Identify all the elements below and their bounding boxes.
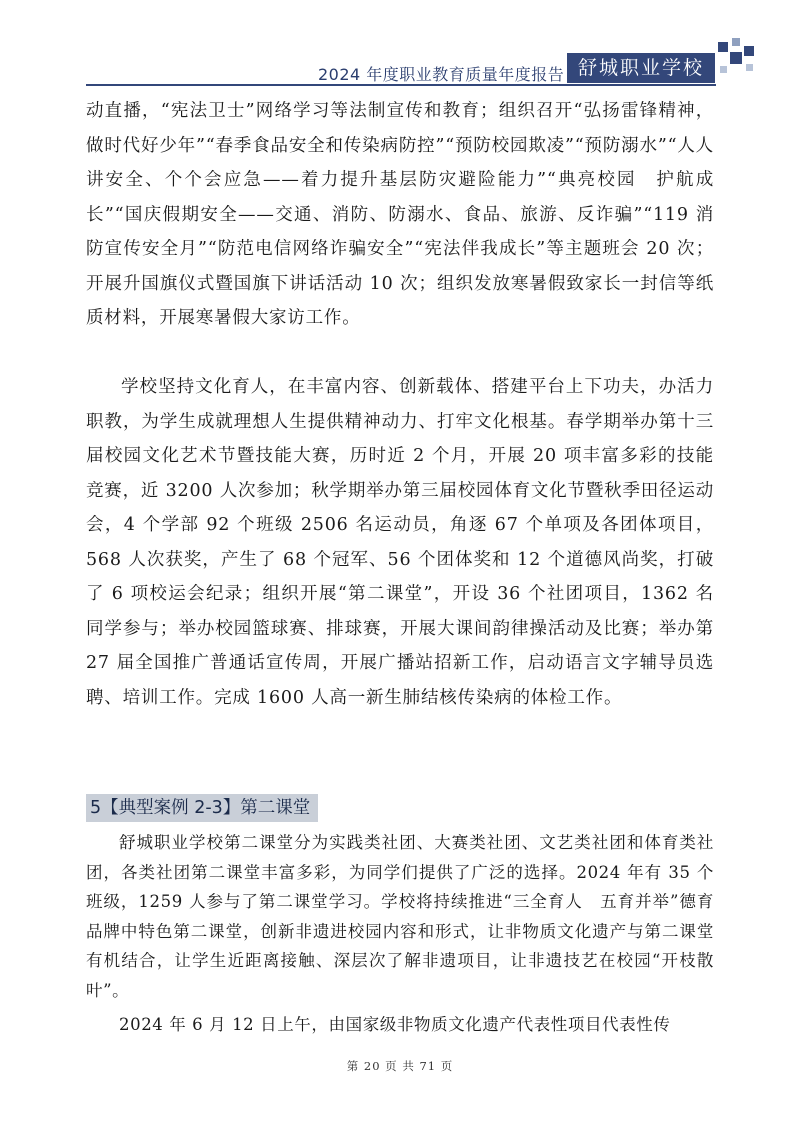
report-title: 2024 年度职业教育质量年度报告 — [318, 65, 565, 84]
case-paragraph-continued: 2024 年 6 月 12 日上午，由国家级非物质文化遗产代表性项目代表性传 — [119, 1015, 671, 1034]
case-heading: 5【典型案例 2-3】第二课堂 — [86, 794, 318, 822]
case-paragraph: 舒城职业学校第二课堂分为实践类社团、大赛类社团、文艺类社团和体育类社团，各类社团第二课堂丰富多彩，为同学们提供了广泛的选择。2024 年有 35 个班级，1259 人参与了第二课堂学习。学校将持续推进“三全育人 五育并举”德育品牌中特色第二课堂，创新非遗进校园内容和形式，让非物质文化遗产与第二课堂有机结合，让学生近距离接触、深层次了解非遗项目，让非遗技艺在校园“开枝散叶”。 — [86, 833, 714, 1000]
body-paragraph-1: 动直播，“宪法卫士”网络学习等法制宣传和教育；组织召开“弘扬雷锋精神，做时代好少年”“春季食品安全和传染病防控”“预防校园欺凌”“预防溺水”“人人讲安全、个个会应急——着力提升基层防灾避险能力”“典亮校园 护航成长”“国庆假期安全——交通、消防、防溺水、食品、旅游、反诈骗”“119 消防宣传安全月”“防范电信网络诈骗安全”“宪法伴我成长”等主题班会 20 次；开展升国旗仪式暨国旗下讲话活动 10 次；组织发放寒暑假致家长一封信等纸质材料，开展寒暑假大家访工作。 — [86, 101, 714, 328]
page-number: 第 20 页 共 71 页 — [346, 1059, 454, 1073]
body-paragraph-2: 学校坚持文化育人，在丰富内容、创新载体、搭建平台上下功夫，办活力职教，为学生成就理想人生提供精神动力、打牢文化根基。春学期举办第十三届校园文化艺术节暨技能大赛，历时近 2 个月，开展 20 项丰富多彩的技能竞赛，近 3200 人次参加；秋学期举办第三届校园体育文化节暨秋季田径运动会，4 个学部 92 个班级 2506 名运动员，角逐 67 个单项及各团体项目，568 人次获奖，产生了 68 个冠军、56 个团体奖和 12 个道德风尚奖，打破了 6 项校运会纪录；组织开展“第二课堂”，开设 36 个社团项目，1362 名同学参与；举办校园篮球赛、排球赛，开展大课间韵律操活动及比赛；举办第 27 届全国推广普通话宣传周，开展广播站招新工作，启动语言文字辅导员选聘、培训工作。完成 1600 人高一新生肺结核传染病的体检工作。 — [86, 377, 714, 708]
school-name-badge: 舒城职业学校 — [567, 53, 715, 83]
header-divider — [86, 84, 716, 86]
page-header — [0, 0, 800, 90]
